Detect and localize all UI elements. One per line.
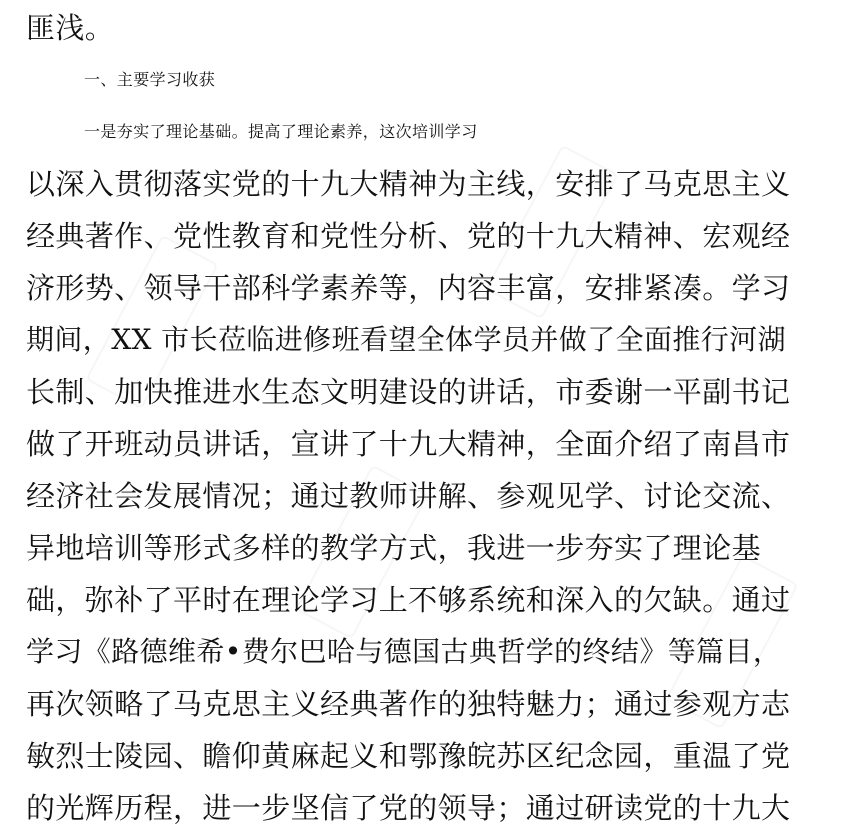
text-line-9: 做了开班动员讲话，宣讲了十九大精神，全面介绍了南昌市 [26,427,791,461]
section-heading: 一、主要学习收获 [84,70,216,89]
text-line-15: 敏烈士陵园、瞻仰黄麻起义和鄂豫皖苏区纪念园，重温了党 [26,739,791,773]
text-line-10: 经济社会发展情况；通过教师讲解、参观见学、讨论交流、 [26,479,791,513]
text-line-12: 础，弥补了平时在理论学习上不够系统和深入的欠缺。通过 [26,583,791,617]
text-line-8: 长制、加快推进水生态文明建设的讲话，市委谢一平副书记 [26,375,791,409]
text-line-4: 以深入贯彻落实党的十九大精神为主线，安排了马克思主义 [26,167,791,201]
text-line-1: 匪浅。 [26,11,115,45]
text-line-14: 再次领略了马克思主义经典著作的独特魅力；通过参观方志 [26,687,791,721]
text-line-6: 济形势、领导干部科学素养等，内容丰富，安排紧凑。学习 [26,271,791,305]
text-line-3: 一是夯实了理论基础。提高了理论素养，这次培训学习 [84,122,478,141]
text-line-5: 经典著作、党性教育和党性分析、党的十九大精神、宏观经 [26,219,791,253]
text-line-11: 异地培训等形式多样的教学方式，我进一步夯实了理论基 [26,531,762,565]
text-line-16: 的光辉历程，进一步坚信了党的领导；通过研读党的十九大 [26,791,791,825]
text-line-13: 学习《路德维希•费尔巴哈与德国古典哲学的终结》等篇目， [26,635,782,668]
text-line-7: 期间，XX 市长莅临进修班看望全体学员并做了全面推行河湖 [26,323,786,356]
